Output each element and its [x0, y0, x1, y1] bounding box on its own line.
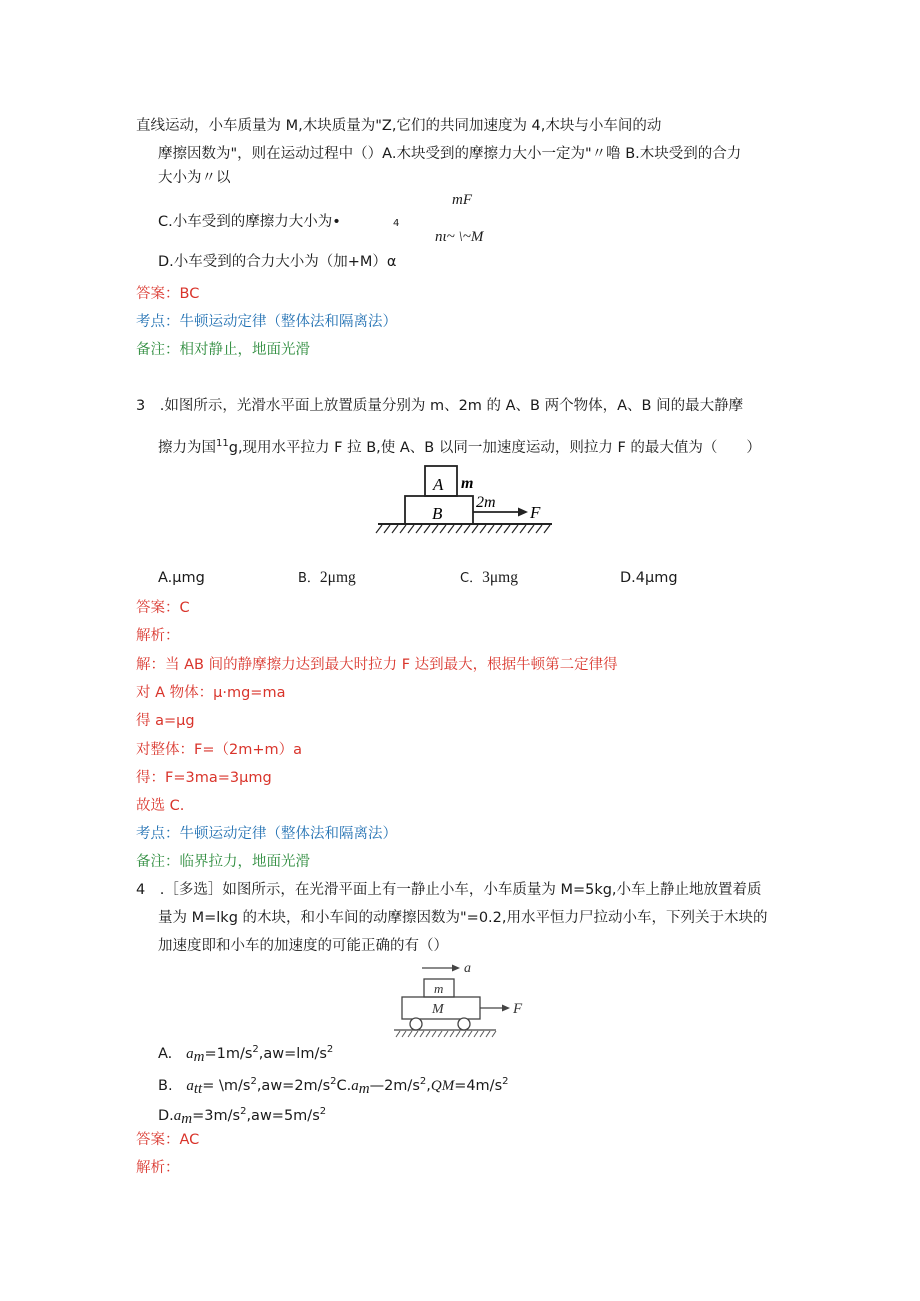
q4-option-b-sym: a	[186, 1078, 194, 1094]
force-arrow-head	[518, 508, 528, 517]
q3-jiexi: 解析：	[136, 628, 180, 644]
q4-option-a-sym: a	[186, 1046, 194, 1062]
q4-option-c-text2: =4m∕s	[454, 1078, 503, 1094]
q4-line3: 加速度即和小车的加速度的可能正确的有（）	[158, 938, 448, 954]
label-m: m	[434, 981, 444, 996]
q4-jiexi: 解析：	[136, 1160, 180, 1176]
label-a: A	[433, 475, 444, 494]
q2-line2: 摩擦因数为"，则在运动过程中（）A.木块受到的摩擦力大小一定为"〃噜 B.木块受到的合力	[158, 146, 742, 162]
label-2m: 2m	[476, 494, 496, 511]
q2-fraction-denominator: nι~ \~M	[435, 229, 484, 245]
q4-option-c-sup2: 2	[502, 1076, 509, 1087]
q3-solution-6: 故选 C.	[136, 798, 185, 814]
q3-option-c-value: 3μmg	[482, 569, 518, 586]
q3-answer: 答案：C	[136, 600, 190, 616]
q4-option-a-text2: ,aw=lm∕s	[258, 1046, 327, 1062]
force-arrow-head	[502, 1005, 510, 1012]
q4-option-d-prefix: D.	[158, 1108, 174, 1124]
wheel-left	[410, 1018, 422, 1030]
q3-option-c	[460, 568, 518, 589]
ground-hatch	[376, 525, 550, 533]
q3-line1: 3 .如图所示，光滑水平面上放置质量分别为 m、2m 的 A、B 两个物体，A、B 间的最大静摩	[136, 398, 744, 414]
label-a: a	[464, 961, 471, 976]
label-m: m	[461, 475, 474, 492]
q3-line2	[158, 434, 761, 458]
q4-option-d-sup2: 2	[319, 1106, 327, 1117]
q4-option-b-sup1: 2	[250, 1076, 257, 1087]
q3-beizhu: 备注：临界拉力，地面光滑	[136, 854, 310, 870]
ground-hatch	[396, 1031, 496, 1037]
q3-line2-b: g,现用水平拉力 F 拉 B,使 A、B 以同一加速度运动，则拉力 F 的最大值为（ ）	[228, 440, 761, 456]
q4-option-d-sym: a	[173, 1108, 182, 1124]
q3-solution-3: 得 a=μg	[136, 713, 195, 729]
q3-figure-blocks	[370, 462, 560, 542]
q3-option-a: A.μmg	[158, 570, 205, 586]
q4-option-d-text1: =3m∕s	[192, 1108, 241, 1124]
wheel-right	[458, 1018, 470, 1030]
label-f: F	[513, 1001, 523, 1017]
q4-option-b-sup2: 2	[330, 1076, 337, 1087]
q3-option-c-prefix: C．	[460, 571, 483, 586]
q4-option-a-prefix: A.	[158, 1046, 173, 1062]
q4-option-c-prefix: C.	[336, 1078, 352, 1094]
label-b: B	[432, 504, 443, 523]
q4-option-d-sub: m	[181, 1111, 193, 1127]
q2-line1: 直线运动，小车质量为 M,木块质量为"Z,它们的共同加速度为 4,木块与小车间的动	[136, 118, 662, 134]
accel-arrow-head	[452, 965, 460, 972]
q4-option-c-qm: QM	[430, 1078, 455, 1094]
q2-line3: 大小为〃以	[158, 170, 231, 186]
q3-solution-4: 对整体：F=（2m+m）a	[136, 742, 302, 758]
q4-option-a-sup1: 2	[252, 1044, 259, 1055]
q2-beizhu: 备注：相对静止，地面光滑	[136, 342, 310, 358]
q2-option-c-mark: 4	[393, 218, 400, 229]
q2-kaodian: 考点：牛顿运动定律（整体法和隔离法）	[136, 314, 397, 330]
q4-option-a-text1: =1m∕s	[204, 1046, 253, 1062]
q4-option-c-sym: a	[351, 1078, 359, 1094]
q4-option-c-sup1: 2	[419, 1076, 427, 1087]
q4-answer: 答案：AC	[136, 1132, 200, 1148]
q3-line2-a: 擦力为国	[158, 440, 216, 456]
q3-solution-1: 解：当 AB 间的静摩擦力达到最大时拉力 F 达到最大，根据牛顿第二定律得	[136, 657, 618, 673]
q4-option-a-sup2: 2	[326, 1044, 334, 1055]
q3-solution-2: 对 A 物体：μ·mg=ma	[136, 685, 286, 701]
q4-option-c-comma: ,	[426, 1078, 431, 1094]
q4-option-c-text1: —2m∕s	[369, 1078, 420, 1094]
q4-option-c-sub: m	[358, 1081, 370, 1097]
q4-option-a-sub: m	[193, 1049, 205, 1065]
q2-option-c: C.小车受到的摩擦力大小为•	[158, 214, 341, 230]
q4-option-b-prefix: B.	[158, 1078, 173, 1094]
q4-option-a	[158, 1040, 333, 1067]
q3-kaodian: 考点：牛顿运动定律（整体法和隔离法）	[136, 826, 397, 842]
q2-answer: 答案：BC	[136, 286, 200, 302]
q4-option-d-sup1: 2	[240, 1106, 247, 1117]
q4-figure-cart	[392, 958, 542, 1040]
q4-option-b-text1: = \m∕s	[202, 1078, 251, 1094]
q3-option-b	[298, 568, 356, 589]
q2-option-d: D.小车受到的合力大小为（加+M）α	[158, 254, 397, 270]
q3-option-b-prefix: B．	[298, 571, 320, 586]
q4-option-b-c	[158, 1072, 509, 1099]
q4-option-b-text2: ,aw=2m∕s	[256, 1078, 331, 1094]
label-big-m: M	[432, 1002, 444, 1017]
q3-option-b-value: 2μmg	[319, 569, 356, 586]
q2-fraction-numerator: mF	[452, 192, 472, 208]
q3-solution-5: 得：F=3ma=3μmg	[136, 770, 272, 786]
q3-option-d: D.4μmg	[620, 570, 678, 586]
q4-option-d	[158, 1102, 326, 1129]
q4-option-b-sub: tt	[193, 1081, 203, 1097]
q4-line2: 量为 M=lkg 的木块，和小车间的动摩擦因数为"=0.2,用水平恒力尸拉动小车，下列关于木块的	[158, 910, 768, 926]
label-f: F	[530, 503, 541, 522]
q3-line2-sup: 11	[216, 438, 229, 449]
q4-line1: 4 .［多选］如图所示，在光滑平面上有一静止小车，小车质量为 M=5kg,小车上静止地放置着质	[136, 882, 762, 898]
q4-option-d-text2: ,aw=5m∕s	[246, 1108, 320, 1124]
